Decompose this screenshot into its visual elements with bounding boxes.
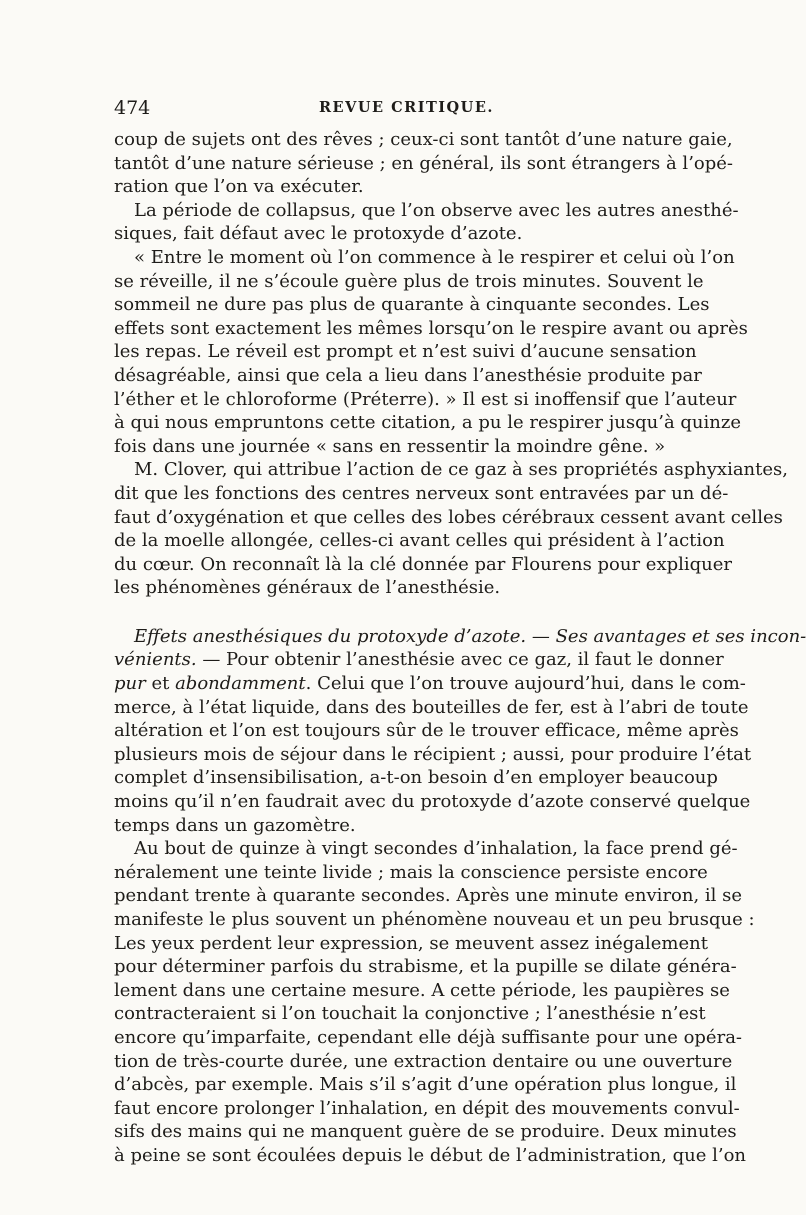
text-line: d’abcès, par exemple. Mais s’il s’agit d’une opération plus longue, il [114,1074,737,1096]
text-line: Au bout de quinze à vingt secondes d’inhalation, la face prend gé- [134,838,738,860]
text-line: les phénomènes généraux de l’anesthésie. [114,577,501,599]
text-line: à peine se sont écoulées depuis le début de l’administration, que l’on [114,1144,747,1166]
text-line: La période de collapsus, que l’on observe avec les autres anesthé- [134,199,739,221]
page-header [114,93,686,123]
text-line: coup de sujets ont des rêves ; ceux-ci sont tantôt d’une nature gaie, [114,129,733,150]
text-line: ration que l’on va exécuter. [114,176,364,198]
emphasis: abondamment [175,673,306,695]
page-number: 474 [114,97,151,119]
text-line [114,672,746,696]
text-line: du cœur. On reconnaît là la clé donnée par Flourens pour expliquer [114,553,733,575]
text-line: de la moelle allongée, celles-ci avant celles qui président à l’action [114,530,725,552]
text-line: sifs des mains qui ne manquent guère de se produire. Deux minutes [114,1121,737,1143]
text-line: désagréable, ainsi que cela a lieu dans l’anesthésie produite par [114,364,702,386]
text-line: effets sont exactement les mêmes lorsqu’on le respire avant ou après [114,317,748,339]
text-line: dit que les fonctions des centres nerveux sont entravées par un dé- [114,482,729,504]
emphasis: pur [114,673,146,695]
text-line: faut encore prolonger l’inhalation, en dépit des mouvements convul- [114,1097,740,1119]
section-heading-line [114,625,806,649]
text-line: pour déterminer parfois du strabisme, et la pupille se dilate généra- [114,956,737,978]
text-line: se réveille, il ne s’écoule guère plus de trois minutes. Souvent le [114,270,704,292]
text-line: siques, fait défaut avec le protoxyde d’azote. [114,223,523,245]
text-line: encore qu’imparfaite, cependant elle déjà suffisante pour une opéra- [114,1026,743,1048]
text-line: altération et l’on est toujours sûr de le trouver efficace, même après [114,720,739,742]
text-line: tion de très-courte durée, une extraction dentaire ou une ouverture [114,1050,733,1072]
text-line: faut d’oxygénation et que celles des lobes cérébraux cessent avant celles [114,506,783,528]
text-fragment: et [145,673,176,695]
body-text [114,128,806,1168]
text-line: « Entre le moment où l’on commence à le respirer et celui où l’on [134,246,735,268]
text-line: lement dans une certaine mesure. A cette période, les paupières se [114,979,730,1001]
text-line [114,648,724,672]
text-line: manifeste le plus souvent un phénomène nouveau et un peu brusque : [114,909,755,930]
text-line: l’éther et le chloroforme (Préterre). » Il est si inoffensif que l’auteur [114,388,737,410]
text-line: temps dans un gazomètre. [114,814,356,836]
text-line: contracteraient si l’on touchait la conjonctive ; l’anesthésie n’est [114,1003,706,1025]
text-line: merce, à l’état liquide, dans des bouteilles de fer, est à l’abri de toute [114,696,749,718]
text-line: moins qu’il n’en faudrait avec du protoxyde d’azote conservé quelque [114,791,751,813]
text-fragment: — Pour obtenir l’anesthésie avec ce gaz, il faut le donner [196,649,724,671]
text-line: complet d’insensibilisation, a-t-on besoin d’en employer beaucoup [114,767,718,789]
text-line: néralement une teinte livide ; mais la conscience persiste encore [114,861,708,883]
text-line: à qui nous empruntons cette citation, a pu le respirer jusqu’à quinze [114,412,742,434]
text-line: plusieurs mois de séjour dans le récipient ; aussi, pour produire l’état [114,743,752,765]
text-line: Les yeux perdent leur expression, se meuvent assez inégalement [114,932,708,954]
text-line: tantôt d’une nature sérieuse ; en général, ils sont étrangers à l’opé- [114,152,734,174]
running-title: REVUE CRITIQUE. [319,99,494,116]
text-line: M. Clover, qui attribue l’action de ce gaz à ses propriétés asphyxiantes, [134,459,788,481]
text-fragment: . Celui que l’on trouve aujourd’hui, dans le com- [305,673,746,695]
section-heading-end: vénients. [114,649,197,671]
text-line: les repas. Le réveil est prompt et n’est suivi d’aucune sensation [114,341,697,363]
text-line: fois dans une journée « sans en ressentir la moindre gêne. » [114,435,666,457]
section-heading: Effets anesthésiques du protoxyde d’azote. — Ses avantages et ses incon- [134,625,806,647]
text-line: sommeil ne dure pas plus de quarante à cinquante secondes. Les [114,294,710,316]
text-line: pendant trente à quarante secondes. Après une minute environ, il se [114,885,743,907]
